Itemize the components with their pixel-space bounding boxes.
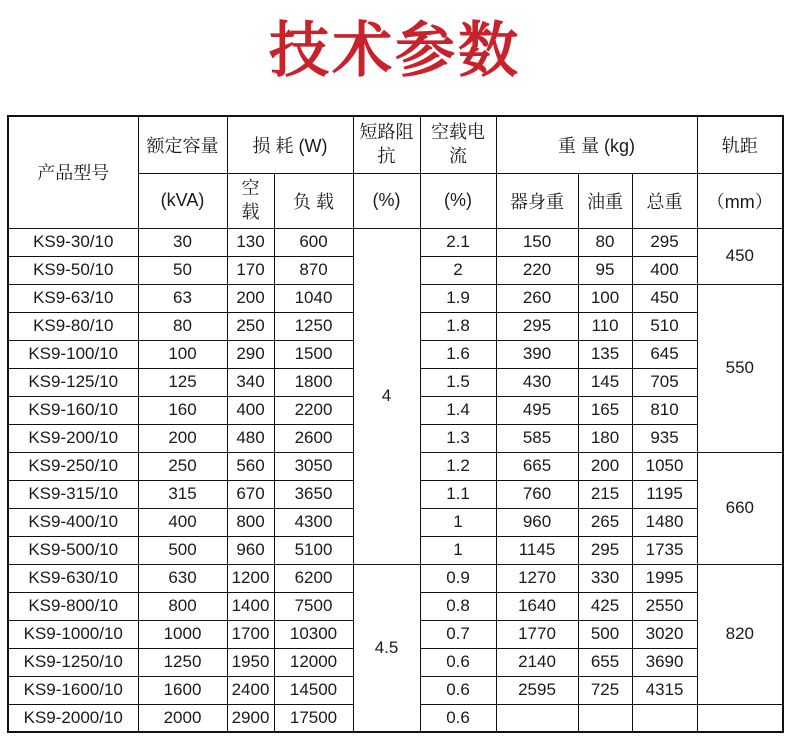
col-header-current-unit: (%) bbox=[420, 173, 496, 228]
col-header-total-weight: 总重 bbox=[632, 173, 697, 228]
cell-oil-weight: 180 bbox=[578, 424, 632, 452]
cell-gauge: 550 bbox=[697, 284, 783, 452]
cell-no-load-loss: 960 bbox=[227, 536, 274, 564]
cell-oil-weight: 425 bbox=[578, 592, 632, 620]
cell-product-model: KS9-50/10 bbox=[8, 256, 138, 284]
cell-body-weight: 585 bbox=[496, 424, 578, 452]
impedance-header-label: 短路阻抗 bbox=[359, 122, 414, 166]
no-load-current-header-label: 空载电流 bbox=[431, 122, 485, 166]
cell-body-weight: 2595 bbox=[496, 676, 578, 704]
cell-no-load-current: 1.3 bbox=[420, 424, 496, 452]
cell-rated-capacity: 30 bbox=[138, 228, 227, 256]
cell-body-weight: 665 bbox=[496, 452, 578, 480]
cell-total-weight bbox=[632, 704, 697, 732]
table-row bbox=[8, 564, 783, 592]
cell-total-weight: 2550 bbox=[632, 592, 697, 620]
cell-gauge: 660 bbox=[697, 452, 783, 564]
table-header bbox=[8, 116, 783, 228]
col-header-gauge-unit: （mm） bbox=[697, 173, 783, 228]
cell-on-load-loss: 2200 bbox=[274, 396, 353, 424]
cell-body-weight: 495 bbox=[496, 396, 578, 424]
cell-total-weight: 4315 bbox=[632, 676, 697, 704]
cell-impedance: 4 bbox=[353, 228, 420, 564]
cell-total-weight: 645 bbox=[632, 340, 697, 368]
cell-no-load-current: 1.4 bbox=[420, 396, 496, 424]
cell-total-weight: 3690 bbox=[632, 648, 697, 676]
cell-no-load-loss: 250 bbox=[227, 312, 274, 340]
cell-total-weight: 450 bbox=[632, 284, 697, 312]
cell-no-load-loss: 2900 bbox=[227, 704, 274, 732]
col-header-kva-unit: (kVA) bbox=[138, 173, 227, 228]
page-title: 技术参数 bbox=[269, 16, 521, 86]
col-header-on-load-loss: 负 载 bbox=[274, 173, 353, 228]
cell-total-weight: 1050 bbox=[632, 452, 697, 480]
cell-on-load-loss: 870 bbox=[274, 256, 353, 284]
cell-product-model: KS9-250/10 bbox=[8, 452, 138, 480]
cell-on-load-loss: 3050 bbox=[274, 452, 353, 480]
col-header-rated-capacity: 额定容量 bbox=[138, 116, 227, 173]
cell-oil-weight: 215 bbox=[578, 480, 632, 508]
cell-no-load-current: 1.6 bbox=[420, 340, 496, 368]
cell-no-load-current: 2.1 bbox=[420, 228, 496, 256]
cell-no-load-loss: 2400 bbox=[227, 676, 274, 704]
cell-product-model: KS9-200/10 bbox=[8, 424, 138, 452]
cell-rated-capacity: 400 bbox=[138, 508, 227, 536]
cell-on-load-loss: 4300 bbox=[274, 508, 353, 536]
cell-no-load-current: 1 bbox=[420, 536, 496, 564]
cell-product-model: KS9-630/10 bbox=[8, 564, 138, 592]
cell-no-load-current: 0.7 bbox=[420, 620, 496, 648]
col-header-weight: 重 量 (kg) bbox=[496, 116, 697, 173]
cell-product-model: KS9-160/10 bbox=[8, 396, 138, 424]
cell-product-model: KS9-2000/10 bbox=[8, 704, 138, 732]
cell-no-load-current: 0.6 bbox=[420, 704, 496, 732]
cell-on-load-loss: 14500 bbox=[274, 676, 353, 704]
cell-oil-weight: 295 bbox=[578, 536, 632, 564]
col-header-no-load-loss bbox=[227, 173, 274, 228]
cell-on-load-loss: 1500 bbox=[274, 340, 353, 368]
cell-on-load-loss: 1040 bbox=[274, 284, 353, 312]
cell-no-load-current: 1 bbox=[420, 508, 496, 536]
cell-product-model: KS9-315/10 bbox=[8, 480, 138, 508]
cell-no-load-loss: 400 bbox=[227, 396, 274, 424]
col-header-gauge: 轨距 bbox=[697, 116, 783, 173]
cell-product-model: KS9-1000/10 bbox=[8, 620, 138, 648]
cell-rated-capacity: 80 bbox=[138, 312, 227, 340]
cell-rated-capacity: 1600 bbox=[138, 676, 227, 704]
cell-product-model: KS9-63/10 bbox=[8, 284, 138, 312]
cell-oil-weight: 655 bbox=[578, 648, 632, 676]
cell-total-weight: 810 bbox=[632, 396, 697, 424]
cell-body-weight bbox=[496, 704, 578, 732]
cell-no-load-loss: 480 bbox=[227, 424, 274, 452]
cell-on-load-loss: 1800 bbox=[274, 368, 353, 396]
cell-no-load-current: 1.8 bbox=[420, 312, 496, 340]
cell-product-model: KS9-1600/10 bbox=[8, 676, 138, 704]
cell-rated-capacity: 2000 bbox=[138, 704, 227, 732]
col-header-impedance-unit: (%) bbox=[353, 173, 420, 228]
cell-no-load-loss: 340 bbox=[227, 368, 274, 396]
cell-on-load-loss: 7500 bbox=[274, 592, 353, 620]
cell-body-weight: 960 bbox=[496, 508, 578, 536]
cell-oil-weight: 110 bbox=[578, 312, 632, 340]
cell-no-load-loss: 560 bbox=[227, 452, 274, 480]
cell-body-weight: 220 bbox=[496, 256, 578, 284]
cell-gauge bbox=[697, 704, 783, 732]
cell-rated-capacity: 1250 bbox=[138, 648, 227, 676]
cell-rated-capacity: 63 bbox=[138, 284, 227, 312]
cell-body-weight: 1770 bbox=[496, 620, 578, 648]
cell-product-model: KS9-100/10 bbox=[8, 340, 138, 368]
cell-no-load-loss: 1200 bbox=[227, 564, 274, 592]
cell-no-load-loss: 1950 bbox=[227, 648, 274, 676]
cell-no-load-current: 0.8 bbox=[420, 592, 496, 620]
cell-body-weight: 1270 bbox=[496, 564, 578, 592]
cell-oil-weight: 135 bbox=[578, 340, 632, 368]
cell-rated-capacity: 630 bbox=[138, 564, 227, 592]
header-row-1 bbox=[8, 116, 783, 173]
cell-rated-capacity: 315 bbox=[138, 480, 227, 508]
cell-body-weight: 1640 bbox=[496, 592, 578, 620]
cell-gauge: 820 bbox=[697, 564, 783, 704]
cell-on-load-loss: 3650 bbox=[274, 480, 353, 508]
cell-product-model: KS9-1250/10 bbox=[8, 648, 138, 676]
cell-total-weight: 510 bbox=[632, 312, 697, 340]
cell-oil-weight: 265 bbox=[578, 508, 632, 536]
cell-body-weight: 430 bbox=[496, 368, 578, 396]
table-body bbox=[8, 228, 783, 732]
cell-rated-capacity: 50 bbox=[138, 256, 227, 284]
cell-no-load-loss: 670 bbox=[227, 480, 274, 508]
cell-total-weight: 400 bbox=[632, 256, 697, 284]
cell-body-weight: 2140 bbox=[496, 648, 578, 676]
cell-total-weight: 1195 bbox=[632, 480, 697, 508]
cell-product-model: KS9-80/10 bbox=[8, 312, 138, 340]
cell-gauge: 450 bbox=[697, 228, 783, 284]
cell-oil-weight: 80 bbox=[578, 228, 632, 256]
cell-no-load-current: 1.9 bbox=[420, 284, 496, 312]
no-load-loss-header-label: 空载 bbox=[241, 178, 260, 222]
cell-no-load-loss: 170 bbox=[227, 256, 274, 284]
cell-no-load-current: 1.1 bbox=[420, 480, 496, 508]
cell-rated-capacity: 250 bbox=[138, 452, 227, 480]
cell-product-model: KS9-30/10 bbox=[8, 228, 138, 256]
cell-rated-capacity: 800 bbox=[138, 592, 227, 620]
cell-impedance: 4.5 bbox=[353, 564, 420, 732]
cell-oil-weight: 165 bbox=[578, 396, 632, 424]
cell-oil-weight: 95 bbox=[578, 256, 632, 284]
cell-no-load-loss: 800 bbox=[227, 508, 274, 536]
cell-oil-weight: 500 bbox=[578, 620, 632, 648]
cell-no-load-current: 1.5 bbox=[420, 368, 496, 396]
cell-oil-weight: 200 bbox=[578, 452, 632, 480]
cell-rated-capacity: 100 bbox=[138, 340, 227, 368]
cell-rated-capacity: 200 bbox=[138, 424, 227, 452]
cell-no-load-loss: 1700 bbox=[227, 620, 274, 648]
cell-oil-weight: 100 bbox=[578, 284, 632, 312]
cell-on-load-loss: 5100 bbox=[274, 536, 353, 564]
cell-total-weight: 935 bbox=[632, 424, 697, 452]
cell-no-load-current: 2 bbox=[420, 256, 496, 284]
cell-body-weight: 150 bbox=[496, 228, 578, 256]
cell-product-model: KS9-400/10 bbox=[8, 508, 138, 536]
cell-no-load-loss: 200 bbox=[227, 284, 274, 312]
cell-oil-weight: 330 bbox=[578, 564, 632, 592]
col-header-impedance bbox=[353, 116, 420, 173]
col-header-loss: 损 耗 (W) bbox=[227, 116, 353, 173]
cell-no-load-loss: 1400 bbox=[227, 592, 274, 620]
cell-body-weight: 390 bbox=[496, 340, 578, 368]
col-header-product-model: 产品型号 bbox=[8, 116, 138, 228]
cell-rated-capacity: 500 bbox=[138, 536, 227, 564]
cell-on-load-loss: 6200 bbox=[274, 564, 353, 592]
cell-body-weight: 260 bbox=[496, 284, 578, 312]
cell-on-load-loss: 12000 bbox=[274, 648, 353, 676]
cell-total-weight: 705 bbox=[632, 368, 697, 396]
col-header-no-load-current bbox=[420, 116, 496, 173]
cell-product-model: KS9-125/10 bbox=[8, 368, 138, 396]
cell-on-load-loss: 10300 bbox=[274, 620, 353, 648]
cell-rated-capacity: 1000 bbox=[138, 620, 227, 648]
cell-no-load-loss: 130 bbox=[227, 228, 274, 256]
cell-on-load-loss: 17500 bbox=[274, 704, 353, 732]
cell-total-weight: 3020 bbox=[632, 620, 697, 648]
cell-total-weight: 1995 bbox=[632, 564, 697, 592]
cell-total-weight: 1735 bbox=[632, 536, 697, 564]
cell-total-weight: 295 bbox=[632, 228, 697, 256]
cell-no-load-current: 1.2 bbox=[420, 452, 496, 480]
cell-on-load-loss: 2600 bbox=[274, 424, 353, 452]
table-row bbox=[8, 228, 783, 256]
cell-rated-capacity: 125 bbox=[138, 368, 227, 396]
cell-no-load-current: 0.6 bbox=[420, 676, 496, 704]
spec-table bbox=[7, 115, 784, 733]
cell-no-load-current: 0.6 bbox=[420, 648, 496, 676]
cell-oil-weight bbox=[578, 704, 632, 732]
cell-no-load-current: 0.9 bbox=[420, 564, 496, 592]
cell-rated-capacity: 160 bbox=[138, 396, 227, 424]
cell-total-weight: 1480 bbox=[632, 508, 697, 536]
cell-body-weight: 760 bbox=[496, 480, 578, 508]
col-header-body-weight: 器身重 bbox=[496, 173, 578, 228]
cell-on-load-loss: 1250 bbox=[274, 312, 353, 340]
cell-product-model: KS9-500/10 bbox=[8, 536, 138, 564]
cell-body-weight: 295 bbox=[496, 312, 578, 340]
cell-on-load-loss: 600 bbox=[274, 228, 353, 256]
cell-oil-weight: 725 bbox=[578, 676, 632, 704]
cell-oil-weight: 145 bbox=[578, 368, 632, 396]
cell-no-load-loss: 290 bbox=[227, 340, 274, 368]
col-header-oil-weight: 油重 bbox=[578, 173, 632, 228]
cell-body-weight: 1145 bbox=[496, 536, 578, 564]
cell-product-model: KS9-800/10 bbox=[8, 592, 138, 620]
